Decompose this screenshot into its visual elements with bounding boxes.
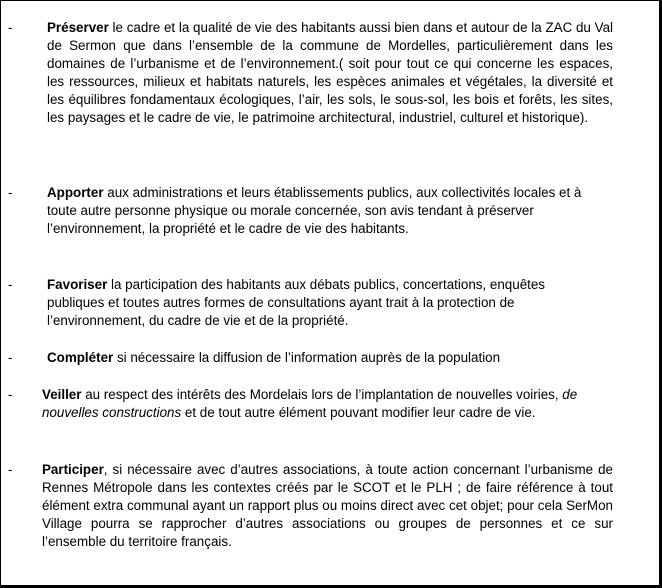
list-item-text: [47, 184, 587, 238]
list-dash: -: [8, 462, 13, 477]
list-dash: -: [8, 387, 13, 402]
list-dash: -: [8, 350, 13, 365]
list-item-keyword: Compléter: [47, 350, 114, 365]
list-item-text: [47, 19, 613, 127]
list-item-text: [47, 276, 587, 330]
list-item-text: [42, 461, 613, 551]
list-item-keyword: Participer: [42, 462, 104, 477]
list-item-description: au respect des intérêts des Mordelais lors de l’implantation de nouvelles voiries,: [81, 387, 563, 402]
list-item-keyword: Préserver: [47, 20, 109, 35]
list-item-description: , si nécessaire avec d’autres associations, à toute action concernant l’urbanisme de Rennes Métropole dans les contextes créés par le SCOT et le PLH ; de faire référence à tout élément extra communal ayant un rapport plus ou moins direct avec cet objet; pour cela SerMon Village pourra se rapprocher d’autres associations ou groupes de personnes et ce sur l’ensemble du territoire français.: [42, 462, 613, 549]
list-item-text: [42, 386, 622, 422]
list-dash: -: [8, 277, 13, 292]
list-item-description: la participation des habitants aux débats publics, concertations, enquêtes publiques et toutes autres formes de consultations ayant trait à la protection de l’environnement, du cadre de vie et de la propriété.: [47, 277, 546, 328]
list-item-description-end: et de tout autre élément pouvant modifier leur cadre de vie.: [181, 405, 536, 420]
list-item-text: [47, 349, 627, 367]
list-dash: -: [8, 185, 13, 200]
list-item-description: le cadre et la qualité de vie des habitants aussi bien dans et autour de la ZAC du Val de Sermon que dans l’ensemble de la commune de Mordelles, particulièrement dans les domaines de l’urbanisme et de l’environnement.( soit pour tout ce qui concerne les espaces, les ressources, milieux et habitats naturels, les espèces animales et végétales, la diversité et les équilibres fondamentaux écologiques, l’air, les sols, le sous-sol, les bois et forêts, les sites, les paysages et le cadre de vie, le patrimoine architectural, industriel, culturel et historique).: [47, 20, 613, 125]
list-item-description: si nécessaire la diffusion de l’information auprès de la population: [113, 350, 501, 365]
list-item-keyword: Favoriser: [47, 277, 108, 292]
list-item-description: aux administrations et leurs établissements publics, aux collectivités locales et à toute autre personne physique ou morale concernée, son avis tendant à préserver l’environnement, la propriété et le cadre de vie des habitants.: [47, 185, 582, 236]
list-item-emphasis: de nouvelles constructions: [42, 387, 578, 420]
list-item-keyword: Apporter: [47, 185, 104, 200]
list-dash: -: [8, 20, 13, 35]
list-item-keyword: Veiller: [42, 387, 82, 402]
